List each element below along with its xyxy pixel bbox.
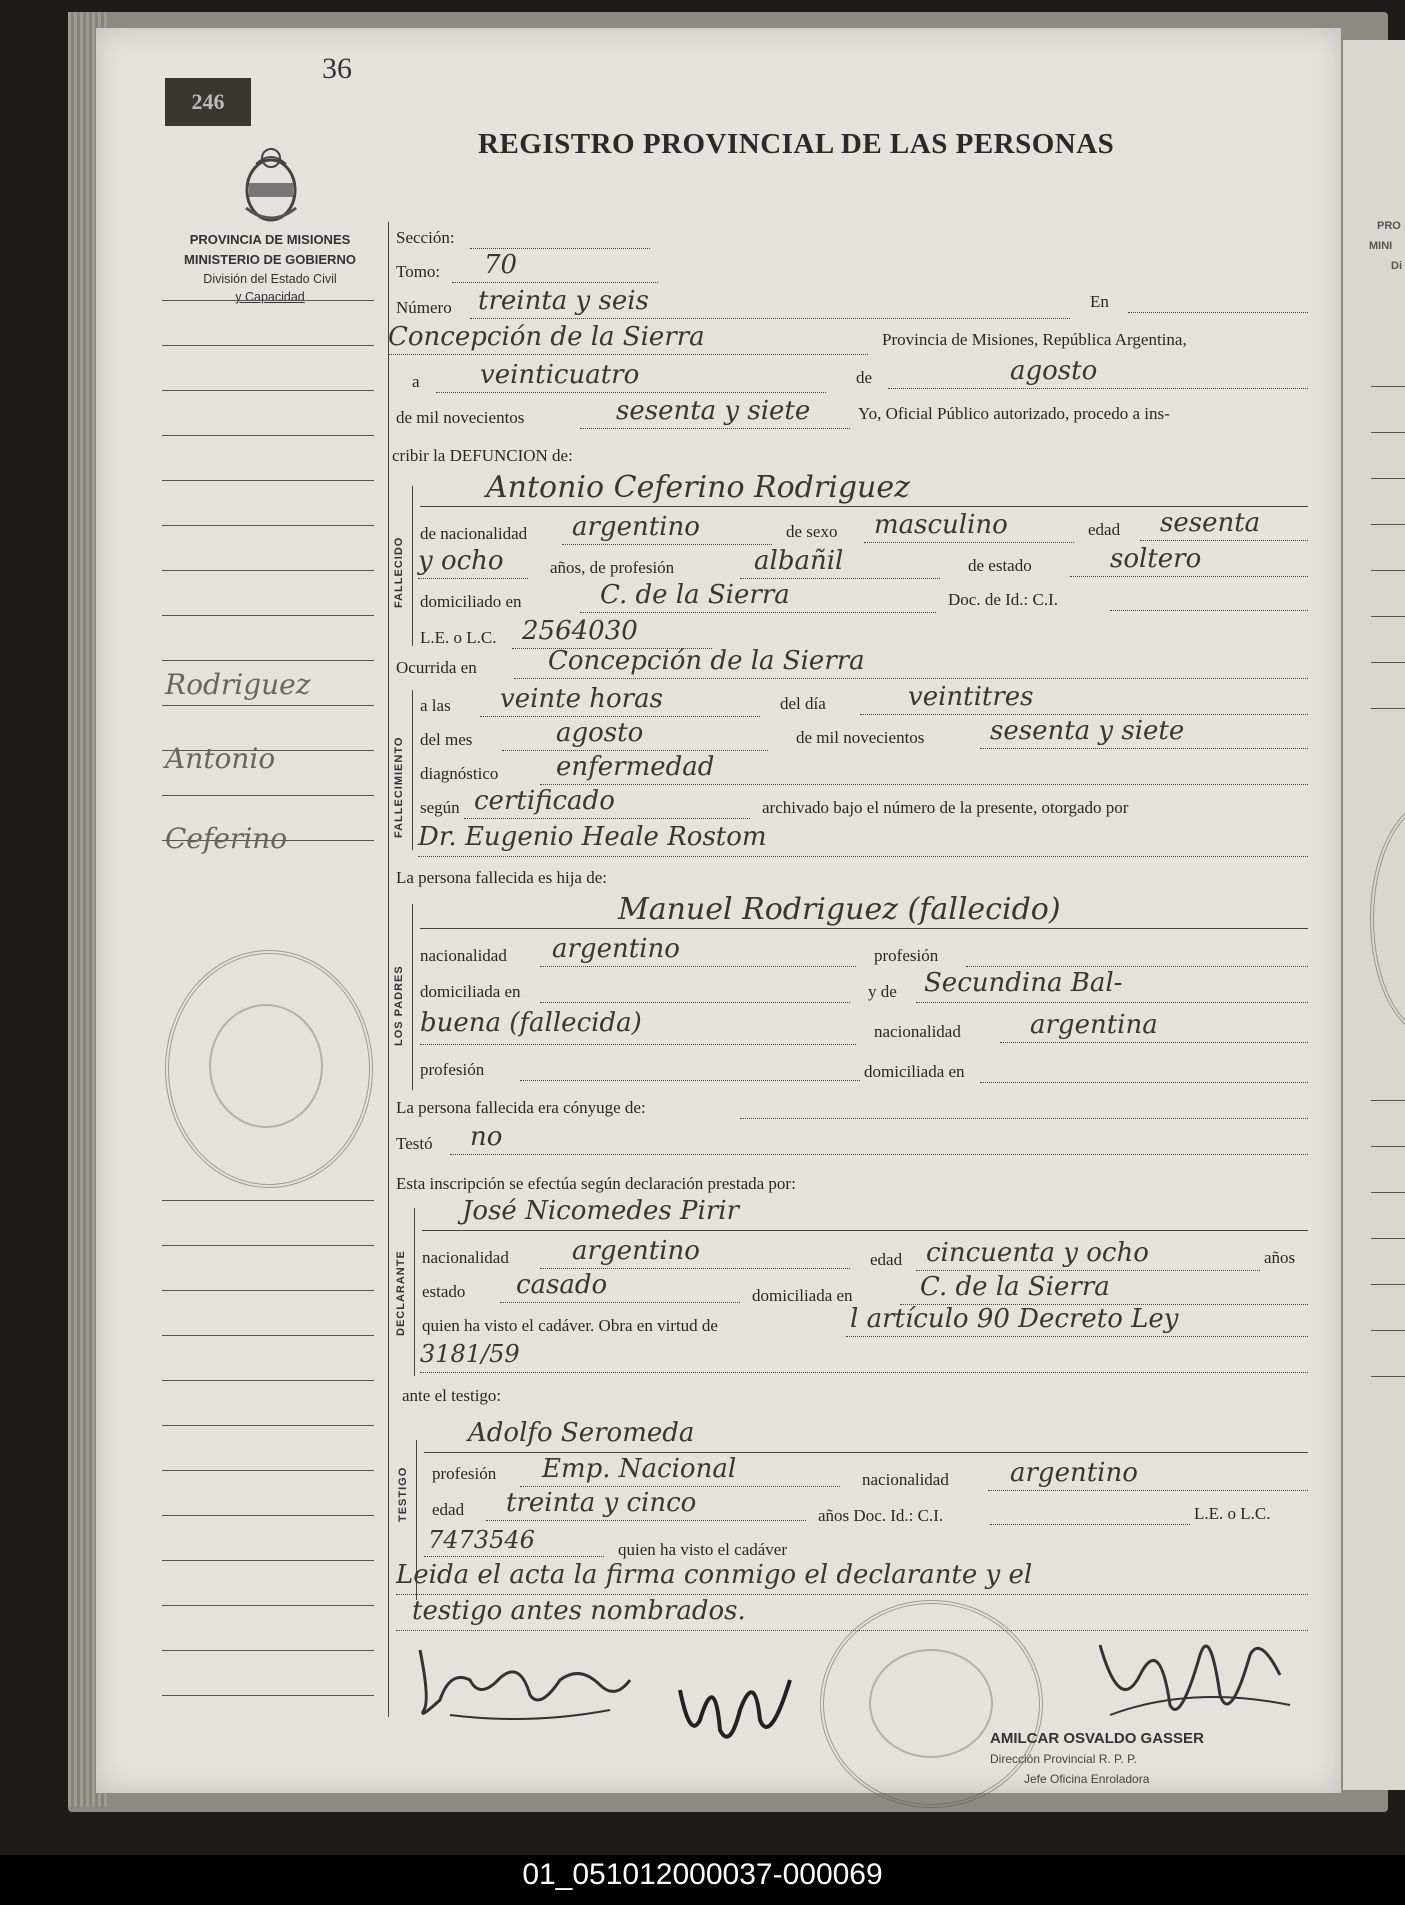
fallecido-profesion: albañil: [754, 546, 844, 576]
tomo-value: 70: [484, 250, 518, 280]
mes-fallecimiento: agosto: [556, 718, 644, 748]
testigo-signature: [660, 1650, 810, 1760]
declarante-name-line: [422, 1230, 1308, 1231]
oficial-text: Yo, Oficial Público autorizado, procedo a ins-: [858, 404, 1170, 423]
mes-line: [888, 388, 1308, 389]
margin-line: [162, 1650, 374, 1651]
official-title: Dirección Provincial R. P. P.: [990, 1752, 1137, 1766]
testigo-nacionalidad: argentino: [1010, 1458, 1138, 1488]
issuer-block: [160, 230, 380, 306]
en-line: [1128, 312, 1308, 313]
fallecido-profesion-line: [740, 578, 940, 579]
testigo-doc-label: años Doc. Id.: C.I.: [818, 1506, 944, 1525]
margin-line: [162, 300, 374, 301]
official-stamp: [820, 1600, 1043, 1808]
numero-value: treinta y seis: [478, 286, 649, 316]
declarante-estado-label: estado: [422, 1282, 466, 1301]
otorgado-line: [418, 856, 1308, 857]
margin-line: [162, 1290, 374, 1291]
ocurrida-label: Ocurrida en: [396, 658, 477, 677]
declarante-domicilio: C. de la Sierra: [920, 1272, 1110, 1302]
padres-section: [412, 904, 1309, 1090]
diagnostico-line: [540, 784, 1308, 785]
ocurrida-value: Concepción de la Sierra: [548, 646, 865, 676]
declarante-virtud-2-line: [420, 1372, 1308, 1373]
hora-label: a las: [420, 696, 451, 715]
padre-nacionalidad: argentino: [552, 934, 680, 964]
margin-line: [162, 570, 374, 571]
madre-nacionalidad-line: [1000, 1042, 1308, 1043]
fallecido-estado-line: [1070, 576, 1308, 577]
page-mark: 246: [165, 78, 251, 126]
form-border: [388, 222, 389, 1717]
anio-fallecimiento-label: de mil novecientos: [796, 728, 925, 747]
dia-fallecimiento-line: [860, 714, 1308, 715]
madre-name-2: buena (fallecida): [420, 1008, 642, 1038]
inscribir-text: cribir la DEFUNCION de:: [392, 446, 573, 465]
fallecido-sexo-line: [864, 542, 1074, 543]
testigo-doc-line: [990, 1524, 1190, 1525]
testigo-section-label: TESTIGO: [397, 1466, 409, 1522]
fallecido-estado: soltero: [1110, 544, 1202, 574]
fallecido-section-label: FALLECIDO: [393, 536, 405, 608]
fallecido-sexo-label: de sexo: [786, 522, 838, 541]
fallecimiento-section-label: FALLECIMIENTO: [393, 736, 405, 838]
seccion-line: [470, 248, 650, 249]
declaracion-label: Esta inscripción se efectúa según declaración prestada por:: [396, 1174, 796, 1193]
fallecido-nacionalidad-label: de nacionalidad: [420, 524, 528, 543]
numero-line: [470, 318, 1070, 319]
anio-label: de mil novecientos: [396, 408, 525, 427]
padres-intro: La persona fallecida es hija de:: [396, 868, 607, 887]
anio-fallecimiento-line: [980, 748, 1308, 749]
margin-line: [162, 390, 374, 391]
testigo-le-label: L.E. o L.C.: [1194, 1504, 1271, 1523]
fallecido-edad-line: [1140, 540, 1308, 541]
segun-line: [464, 818, 750, 819]
next-page-edge: PRO MINI Di: [1343, 40, 1405, 1790]
closing-line-2: testigo antes nombrados.: [412, 1596, 746, 1626]
provincia-text: Provincia de Misiones, República Argentina,: [882, 330, 1187, 349]
a-label: a: [412, 372, 420, 391]
closing-line-1: Leida el acta la firma conmigo el declarante y el: [396, 1560, 1033, 1590]
testigo-intro: ante el testigo:: [402, 1386, 502, 1405]
madre-name-2-line: [420, 1044, 856, 1045]
closing-line-1-rule: [396, 1594, 1308, 1595]
madre-domicilio-line: [980, 1082, 1308, 1083]
testigo-name: Adolfo Seromeda: [468, 1418, 695, 1448]
conyuge-label: La persona fallecida era cónyuge de:: [396, 1098, 646, 1117]
dia-label: del día: [780, 694, 826, 713]
testo-line: [450, 1154, 1308, 1155]
fallecido-domicilio-label: domiciliado en: [420, 592, 522, 611]
coat-of-arms-icon: [236, 128, 306, 228]
declarante-edad: cincuenta y ocho: [926, 1238, 1149, 1268]
margin-line: [162, 615, 374, 616]
margin-line: [162, 1380, 374, 1381]
declarante-nacionalidad: argentino: [572, 1236, 700, 1266]
testigo-doc-value: 7473546: [428, 1526, 535, 1554]
fallecido-edad-2-line: [418, 578, 528, 579]
testigo-edad-label: edad: [432, 1500, 465, 1519]
declarante-virtud-2: 3181/59: [420, 1340, 520, 1368]
margin-note-surname: Rodriguez: [165, 668, 311, 701]
official-name: AMILCAR OSVALDO GASSER: [990, 1730, 1204, 1747]
padre-nacionalidad-line: [540, 966, 856, 967]
fallecido-edad-label: edad: [1088, 520, 1121, 539]
dia-fallecimiento: veintitres: [908, 682, 1034, 712]
testigo-profesion: Emp. Nacional: [542, 1454, 737, 1484]
page-number: 36: [322, 52, 352, 85]
tomo-label: Tomo:: [396, 262, 441, 281]
fallecido-edad-1: sesenta: [1160, 508, 1261, 538]
madre-name-line: [916, 1002, 1308, 1003]
declarante-estado-line: [500, 1302, 740, 1303]
testigo-name-line: [424, 1452, 1308, 1453]
declarante-section-label: DECLARANTE: [395, 1250, 407, 1336]
de-label: de: [856, 368, 873, 387]
margin-line: [162, 1560, 374, 1561]
fallecido-nacionalidad-line: [562, 544, 772, 545]
padre-domiciliada-label: domiciliada en: [420, 982, 521, 1001]
declarante-estado: casado: [516, 1270, 608, 1300]
seccion-label: Sección:: [396, 228, 455, 247]
padre-name: Manuel Rodriguez (fallecido): [618, 892, 1061, 927]
tomo-line: [452, 282, 658, 283]
declarante-visto-text: quien ha visto el cadáver. Obra en virtud de: [422, 1316, 718, 1335]
madre-nacionalidad: argentina: [1030, 1010, 1158, 1040]
fallecido-doc-label: Doc. de Id.: C.I.: [948, 590, 1059, 609]
official-subtitle: Jefe Oficina Enroladora: [1024, 1772, 1150, 1786]
diagnostico-label: diagnóstico: [420, 764, 499, 783]
margin-line: [162, 660, 374, 661]
padre-profesion-label: profesión: [874, 946, 939, 965]
fallecido-name-line: [420, 506, 1308, 507]
testigo-visto-text: quien ha visto el cadáver: [618, 1540, 787, 1559]
margin-line: [162, 1470, 374, 1471]
fallecido-estado-label: de estado: [968, 556, 1032, 575]
fallecido-domicilio-line: [580, 612, 936, 613]
issuer-ministry: MINISTERIO DE GOBIERNO: [184, 252, 356, 267]
margin-line: [162, 1605, 374, 1606]
issuer-division: División del Estado Civil: [203, 272, 337, 286]
padres-section-label: LOS PADRES: [393, 965, 405, 1046]
footer-caption: 01_051012000037-000069: [522, 1858, 883, 1891]
lugar-line: [388, 354, 868, 355]
anio-fallecimiento: sesenta y siete: [990, 716, 1185, 746]
declarante-edad-line: [916, 1270, 1260, 1271]
dia-line: [436, 392, 826, 393]
declarante-nacionalidad-line: [540, 1268, 850, 1269]
padre-domicilio-line: [540, 1002, 850, 1003]
testo-value: no: [470, 1122, 503, 1152]
margin-line: [162, 1695, 374, 1696]
fallecido-edad-2: y ocho: [418, 546, 504, 576]
declarante-anos-label: años: [1264, 1248, 1296, 1267]
padre-profesion-line: [966, 966, 1308, 967]
padre-nacionalidad-label: nacionalidad: [420, 946, 507, 965]
margin-line: [162, 525, 374, 526]
fallecido-le-value: 2564030: [522, 616, 638, 646]
testo-label: Testó: [396, 1134, 433, 1153]
declarante-name: José Nicomedes Pirir: [462, 1196, 740, 1226]
margin-line: [162, 435, 374, 436]
mes-fallecimiento-line: [502, 750, 768, 751]
declarante-virtud-1: l artículo 90 Decreto Ley: [850, 1304, 1179, 1334]
margin-line: [162, 1515, 374, 1516]
segun-label: según: [420, 798, 460, 817]
numero-label: Número: [396, 298, 452, 317]
testigo-profesion-label: profesión: [432, 1464, 497, 1483]
hora-line: [480, 716, 760, 717]
declarante-edad-label: edad: [870, 1250, 903, 1269]
margin-note-first-name: Antonio: [165, 742, 276, 775]
diagnostico-value: enfermedad: [556, 752, 715, 782]
hora-value: veinte horas: [500, 684, 663, 714]
mes-value: agosto: [1010, 356, 1098, 386]
madre-name-1: Secundina Bal-: [924, 968, 1123, 998]
margin-stamp: [165, 950, 373, 1188]
declarante-nacionalidad-label: nacionalidad: [422, 1248, 509, 1267]
issuer-province: PROVINCIA DE MISIONES: [189, 232, 351, 247]
margin-line: [162, 345, 374, 346]
madre-profesion-label: profesión: [420, 1060, 485, 1079]
fallecido-le-label: L.E. o L.C.: [420, 628, 497, 647]
fallecido-profesion-label: años, de profesión: [550, 558, 675, 577]
y-de-label: y de: [868, 982, 897, 1001]
testigo-nacionalidad-label: nacionalidad: [862, 1470, 949, 1489]
margin-line: [162, 705, 374, 706]
testigo-doc-value-line: [424, 1556, 604, 1557]
segun-value: certificado: [474, 786, 615, 816]
testigo-edad-line: [486, 1520, 806, 1521]
anio-line: [580, 428, 850, 429]
issuer-capacity: y Capacidad: [235, 290, 305, 304]
fallecido-nacionalidad: argentino: [572, 512, 700, 542]
official-signature: [1080, 1615, 1300, 1735]
margin-line: [162, 1200, 374, 1201]
madre-domiciliada-label: domiciliada en: [864, 1062, 965, 1081]
otorgado-value: Dr. Eugenio Heale Rostom: [418, 822, 767, 852]
margin-note-second-name: Ceferino: [165, 822, 288, 855]
fallecido-name: Antonio Ceferino Rodriguez: [486, 470, 910, 505]
margin-line: [162, 1335, 374, 1336]
fallecido-doc-line: [1110, 610, 1308, 611]
declarante-virtud-line: [846, 1336, 1308, 1337]
margin-line: [162, 1245, 374, 1246]
testigo-edad: treinta y cinco: [506, 1488, 697, 1518]
document-title: REGISTRO PROVINCIAL DE LAS PERSONAS: [478, 128, 1115, 160]
conyuge-line: [740, 1118, 1308, 1119]
ocurrida-line: [514, 678, 1308, 679]
padre-name-line: [420, 928, 1308, 929]
madre-nacionalidad-label: nacionalidad: [874, 1022, 961, 1041]
testigo-profesion-line: [520, 1486, 840, 1487]
dia-value: veinticuatro: [480, 360, 640, 390]
margin-line: [162, 480, 374, 481]
archivado-text: archivado bajo el número de la presente, otorgado por: [762, 798, 1129, 817]
margin-line: [162, 795, 374, 796]
fallecido-domicilio: C. de la Sierra: [600, 580, 790, 610]
margin-line: [162, 1425, 374, 1426]
declarante-signature: [410, 1640, 640, 1730]
mes-label: del mes: [420, 730, 473, 749]
testigo-nacionalidad-line: [988, 1490, 1308, 1491]
anio-value: sesenta y siete: [616, 396, 811, 426]
fallecido-sexo: masculino: [874, 510, 1008, 540]
declarante-domiciliada-label: domiciliada en: [752, 1286, 853, 1305]
lugar-value: Concepción de la Sierra: [388, 322, 705, 352]
en-label: En: [1090, 292, 1109, 311]
madre-profesion-line: [520, 1080, 860, 1081]
